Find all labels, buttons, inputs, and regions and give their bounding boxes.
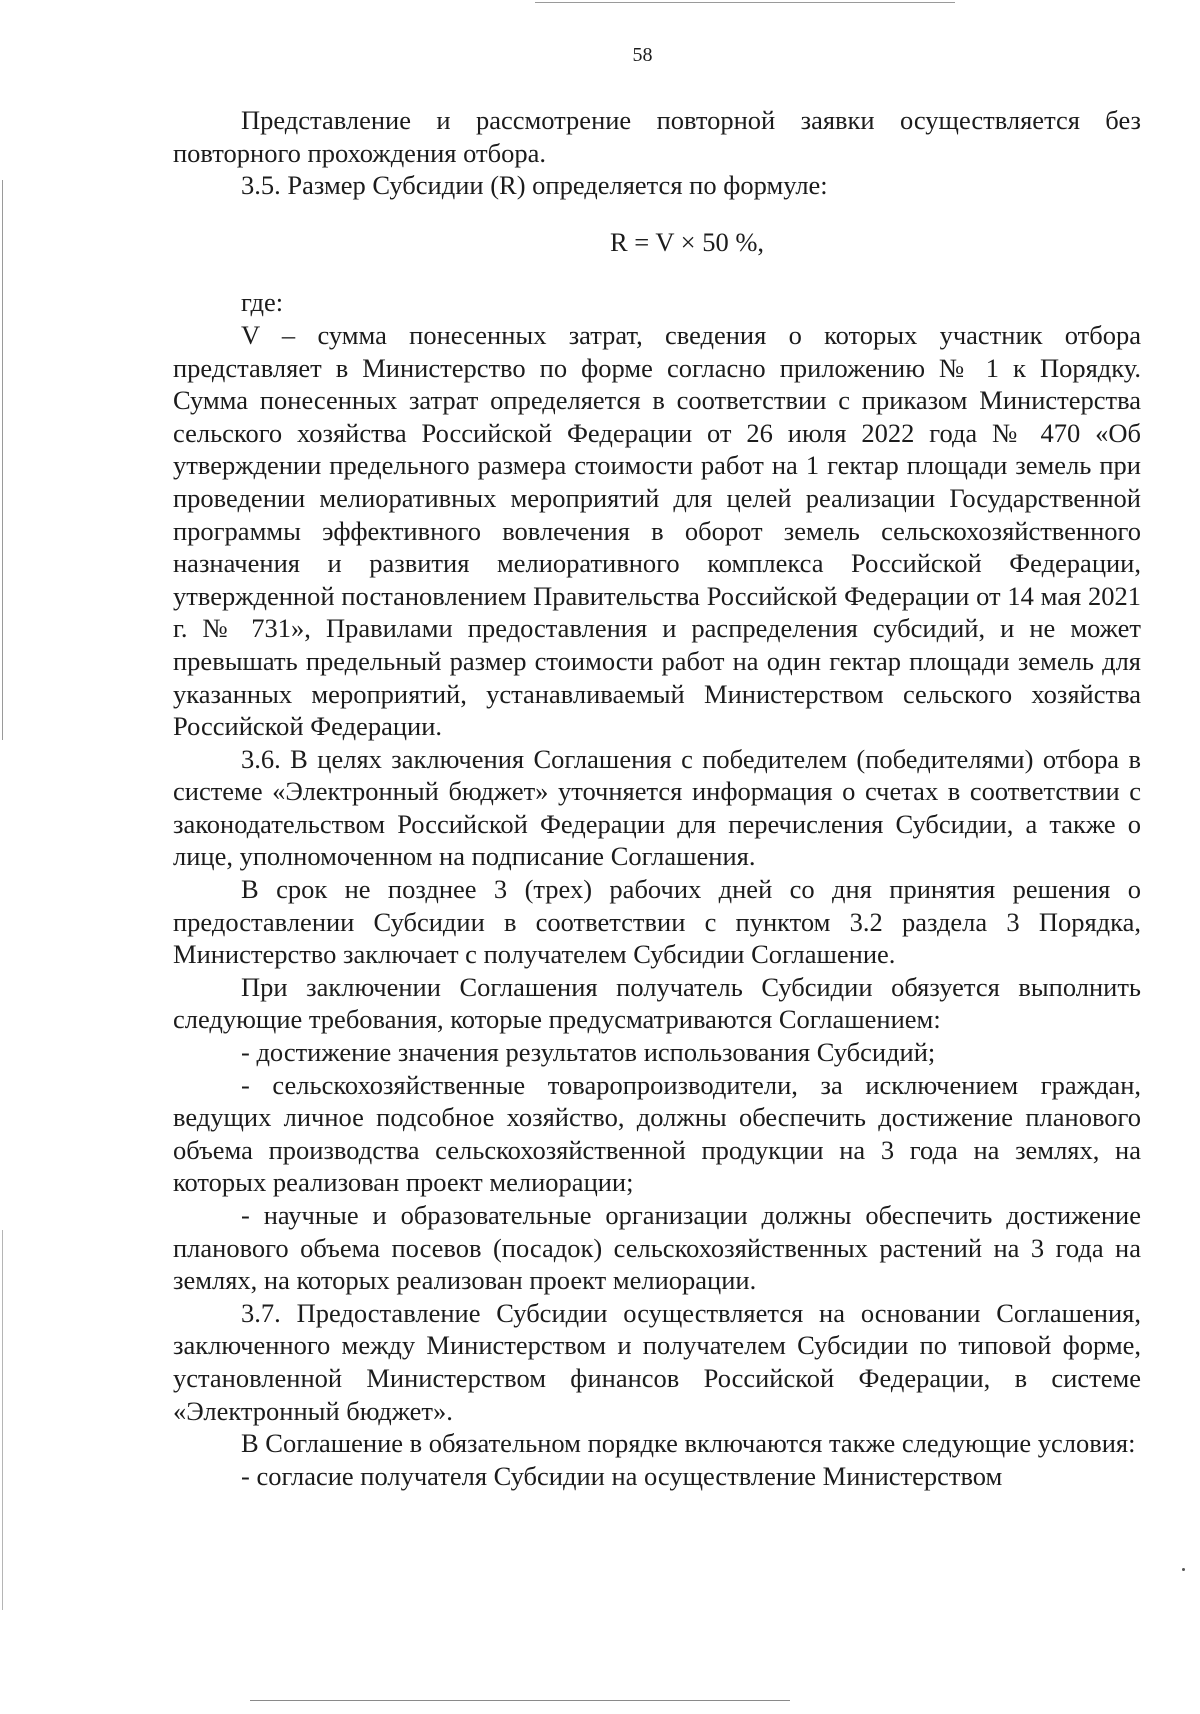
scan-top-edge (535, 2, 955, 3)
paragraph-repeat-application: Представление и рассмотрение повторной заявки осуществляется без повторного прохождения отбора. (173, 105, 1141, 168)
paragraph-v-definition: V – сумма понесенных затрат, сведения о которых участник отбора представляет в Министерство по форме согласно приложению № 1 к Порядку. Сумма понесенных затрат определяется в соответствии с приказом Министерства сельского хозяйства Российской Федерации от 26 июля 2022 года № 470 «Об утверждении предельного размера стоимости работ на 1 гектар площади земель при проведении мелиоративных мероприятий для целей реализации Государственной программы эффективного вовлечения в оборот земель сельскохозяйственного назначения и развития мелиоративного комплекса Российской Федерации, утвержденной постановлением Правительства Российской Федерации от 14 мая 2021 г. № 731», Правилами предоставления и распределения субсидий, и не может превышать предельный размер стоимости работ на один гектар площади земель для указанных мероприятий, устанавливаемый Министерством сельского хозяйства Российской Федерации. (173, 319, 1141, 742)
paragraph-3-7: 3.7. Предоставление Субсидии осуществляется на основании Соглашения, заключенного между Министерством и получателем Субсидии по типовой форме, установленной Министерством финансов Российской Федерации, в системе «Электронный бюджет». (173, 1297, 1141, 1426)
scan-speck (1182, 1568, 1185, 1571)
scan-left-edge (2, 180, 3, 740)
page-number: 58 (632, 44, 653, 66)
document-body (173, 104, 1141, 1492)
scan-left-edge-lower (2, 1230, 3, 1610)
paragraph-mandatory-conditions: В Соглашение в обязательном порядке включаются также следующие условия: (241, 1428, 1136, 1459)
paragraph-3-5-heading: 3.5. Размер Субсидии (R) определяется по формуле: (241, 170, 828, 201)
subsidy-formula: R = V × 50 %, (609, 226, 765, 257)
list-item-results: - достижение значения результатов использования Субсидий; (241, 1037, 936, 1068)
paragraph-requirements-intro: При заключении Соглашения получатель Субсидии обязуется выполнить следующие требования, которые предусматриваются Соглашением: (173, 971, 1141, 1035)
list-item-research-orgs: - научные и образовательные организации должны обеспечить достижение планового объема посевов (посадок) сельскохозяйственных растений на 3 года на землях, на которых реализован проект мелиорации. (173, 1200, 1141, 1296)
list-item-producers: - сельскохозяйственные товаропроизводители, за исключением граждан, ведущих личное подсобное хозяйство, должны обеспечить достижение планового объема производства сельскохозяйственной продукции на 3 года на землях, на которых реализован проект мелиорации; (173, 1069, 1141, 1198)
scan-bottom-edge (250, 1700, 790, 1701)
paragraph-where: где: (241, 287, 284, 318)
list-item-consent: - согласие получателя Субсидии на осуществление Министерством (241, 1460, 1003, 1491)
paragraph-agreement-deadline: В срок не позднее 3 (трех) рабочих дней со дня принятия решения о предоставлении Субсидии в соответствии с пунктом 3.2 раздела 3 Порядка, Министерство заключает с получателем Субсидии Соглашение. (173, 874, 1141, 970)
paragraph-3-6: 3.6. В целях заключения Соглашения с победителем (победителями) отбора в системе «Электронный бюджет» уточняется информация о счетах в соответствии с законодательством Российской Федерации для перечисления Субсидии, а также о лице, уполномоченном на подписание Соглашения. (173, 743, 1141, 872)
